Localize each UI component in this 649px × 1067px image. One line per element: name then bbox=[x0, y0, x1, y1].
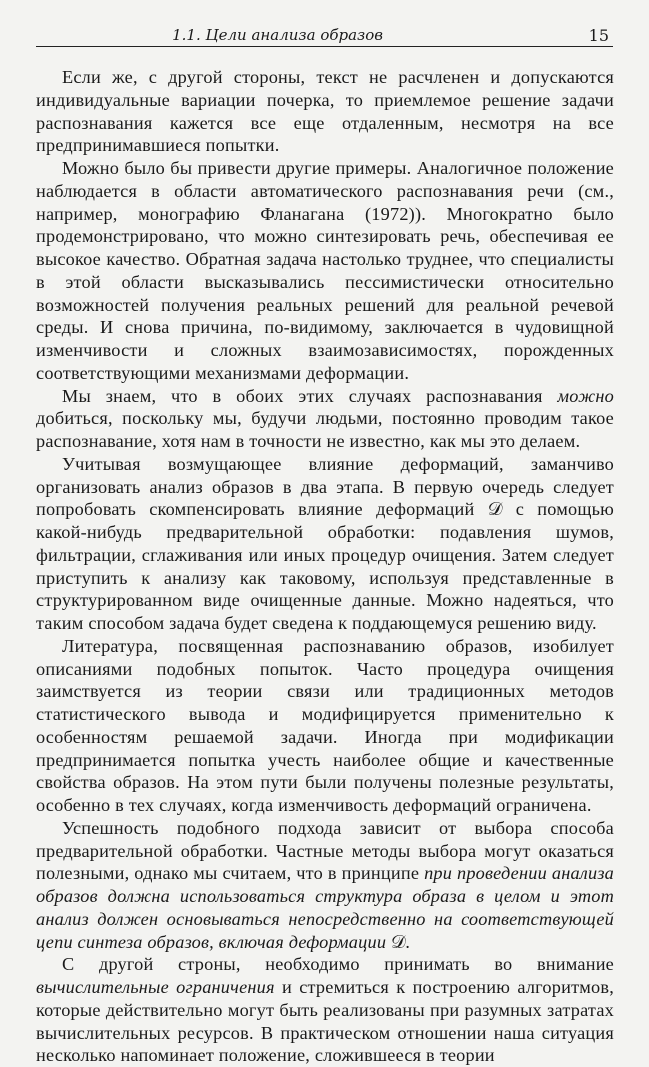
text-run: Литература, посвященная распознаванию образов, изобилует описаниями подобных попыток. Часто процедура очищения заимствуется из теории связи или традиционных методов статистического вывода и модифицируется применительно к особенностям решаемой задачи. Иногда при модификации предпринимается попытка учесть наиболее общие и качественные свойства образов. На этом пути были получены полезные результаты, особенно в тех случаях, когда изменчивость деформаций ограничена. bbox=[36, 635, 614, 815]
text-run: добиться, поскольку мы, будучи людьми, постоянно проводим такое распознавание, хотя нам в точности не известно, как мы это делаем. bbox=[36, 408, 614, 451]
emphasis-text: . bbox=[405, 931, 411, 952]
math-symbol-D: 𝒟 bbox=[487, 499, 503, 520]
paragraph bbox=[36, 817, 614, 954]
emphasis-text: вычислительные ограничения bbox=[36, 977, 275, 997]
text-run: Если же, с другой стороны, текст не расчленен и допускаются индивидуальные вариации почерка, то приемлемое решение задачи распознавания кажется все еще отдаленным, несмотря на все предпринимавшиеся попытки. bbox=[36, 67, 614, 156]
text-run: с помощью какой-нибудь предварительной обработки: подавления шумов, фильтрации, сглаживания или иных процедур очищения. Затем следует приступить к анализу как таковому, используя представленные в структурированном виде очищенные данные. Можно надеяться, что таким способом задача будет сведена к поддающемуся решению виду. bbox=[36, 499, 614, 633]
paragraph bbox=[36, 953, 614, 1067]
text-run: Мы знаем, что в обоих этих случаях распознавания bbox=[62, 385, 558, 406]
text-run: С другой строны, необходимо принимать во внимание bbox=[62, 954, 614, 975]
text-run: Успешность подобного подхода зависит от выбора способа предварительной обработки. Частные методы выбора могут оказаться полезными, однако мы считаем, что в принципе bbox=[36, 817, 614, 884]
running-head: 1.1. Цели анализа образов bbox=[172, 26, 383, 44]
page-number: 15 bbox=[588, 26, 609, 45]
paragraph bbox=[36, 385, 614, 453]
page-header bbox=[36, 22, 613, 47]
emphasis-text: при проведении анализа образов должна использоваться структура образа в целом и этот анализ должен основываться непосредственно на соответствующей цепи синтеза образов, включая деформации bbox=[36, 863, 614, 952]
text-run: и стремиться к построению алгоритмов, которые действительно могут быть реализованы при разумных затратах вычислительных ресурсов. В практическом отношении наша ситуация несколько напоминает положение, сложившееся в теории bbox=[36, 977, 614, 1066]
paragraph bbox=[36, 635, 614, 817]
paragraph bbox=[36, 453, 614, 635]
text-run: Можно было бы привести другие примеры. Аналогичное положение наблюдается в области автоматического распознавания речи (см., например, монографию Фланагана (1972)). Многократно было продемонстрировано, что можно синтезировать речь, обеспечивая ее высокое качество. Обратная задача настолько труднее, что специалисты в этой области высказывались пессимистически относительно возможностей получения реальных решений для реальной речевой среды. И снова причина, по-видимому, заключается в чудовищной изменчивости и сложных взаимозависимостях, порожденных соответствующими механизмами деформации. bbox=[36, 158, 614, 383]
math-symbol-D: 𝒟 bbox=[390, 931, 406, 952]
text-run: Учитывая возмущающее влияние деформаций, заманчиво организовать анализ образов в два этапа. В первую очередь следует попробовать скомпенсировать влияние деформаций bbox=[36, 453, 614, 520]
paragraph bbox=[36, 66, 614, 157]
paragraph bbox=[36, 157, 614, 385]
emphasis-text: можно bbox=[557, 385, 614, 406]
body-text bbox=[36, 66, 614, 1067]
